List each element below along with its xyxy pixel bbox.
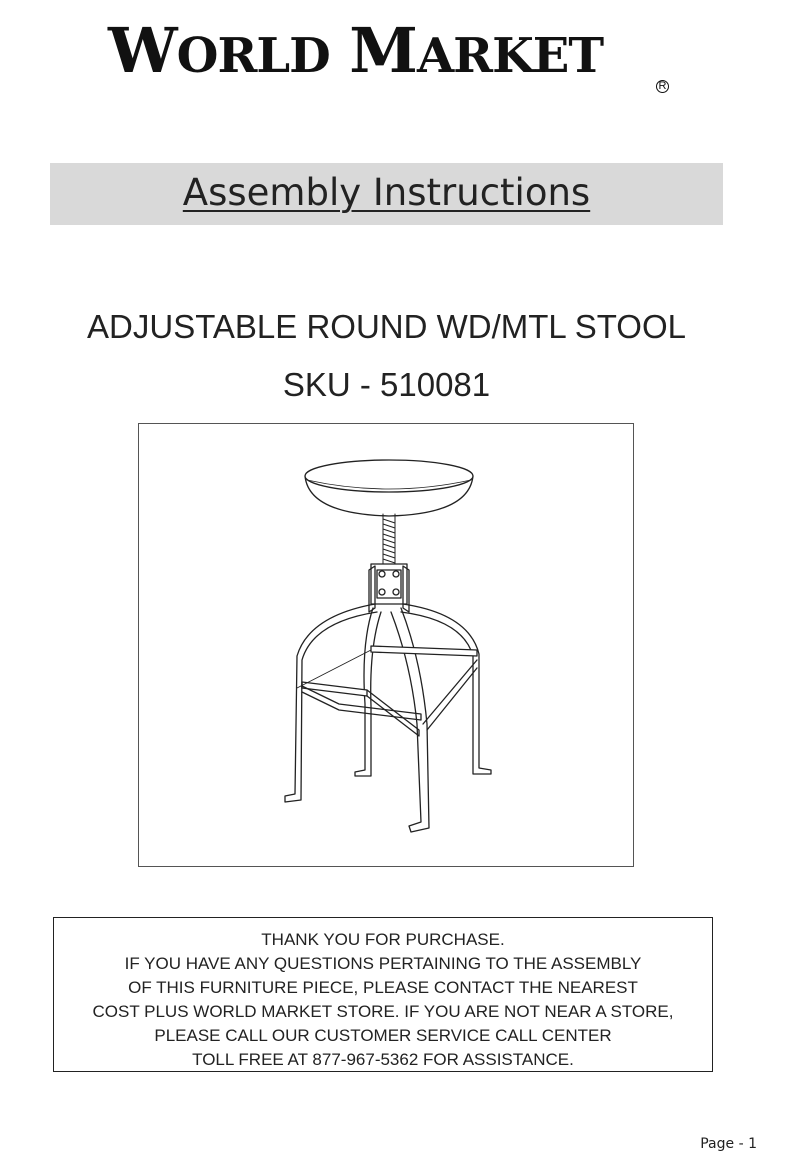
notice-line: COST PLUS WORLD MARKET STORE. IF YOU ARE NOT NEAR A STORE, [92,1002,674,1021]
stool-seat [305,460,473,516]
notice-line: OF THIS FURNITURE PIECE, PLEASE CONTACT THE NEAREST [128,978,638,997]
stool-illustration-frame [138,423,634,867]
product-sku: SKU - 510081 [282,366,491,403]
logo-text: ORLD [176,28,330,84]
notice-line: TOLL FREE AT 877-967-5362 FOR ASSISTANCE. [192,1050,574,1069]
title-banner [50,163,723,225]
page-title: Assembly Instructions [182,171,591,214]
notice-line: IF YOU HAVE ANY QUESTIONS PERTAINING TO THE ASSEMBLY [124,954,642,973]
stool-mechanism [369,564,409,612]
stool-footrest [297,646,477,736]
logo-text: ARKET [416,28,604,84]
logo-letter: W [108,14,177,87]
notice-line: PLEASE CALL OUR CUSTOMER SERVICE CALL CENTER [154,1026,612,1045]
product-name: ADJUSTABLE ROUND WD/MTL STOOL [87,308,686,345]
notice-line: THANK YOU FOR PURCHASE. [261,930,505,949]
stool-legs [285,604,491,832]
page-number: Page - 1 [700,1136,757,1152]
stool-screw [383,514,395,569]
logo-letter: M [349,14,417,87]
stool-illustration [139,424,633,866]
world-market-logo [108,14,688,98]
customer-service-notice [53,917,713,1072]
registered-mark: R [656,80,669,93]
